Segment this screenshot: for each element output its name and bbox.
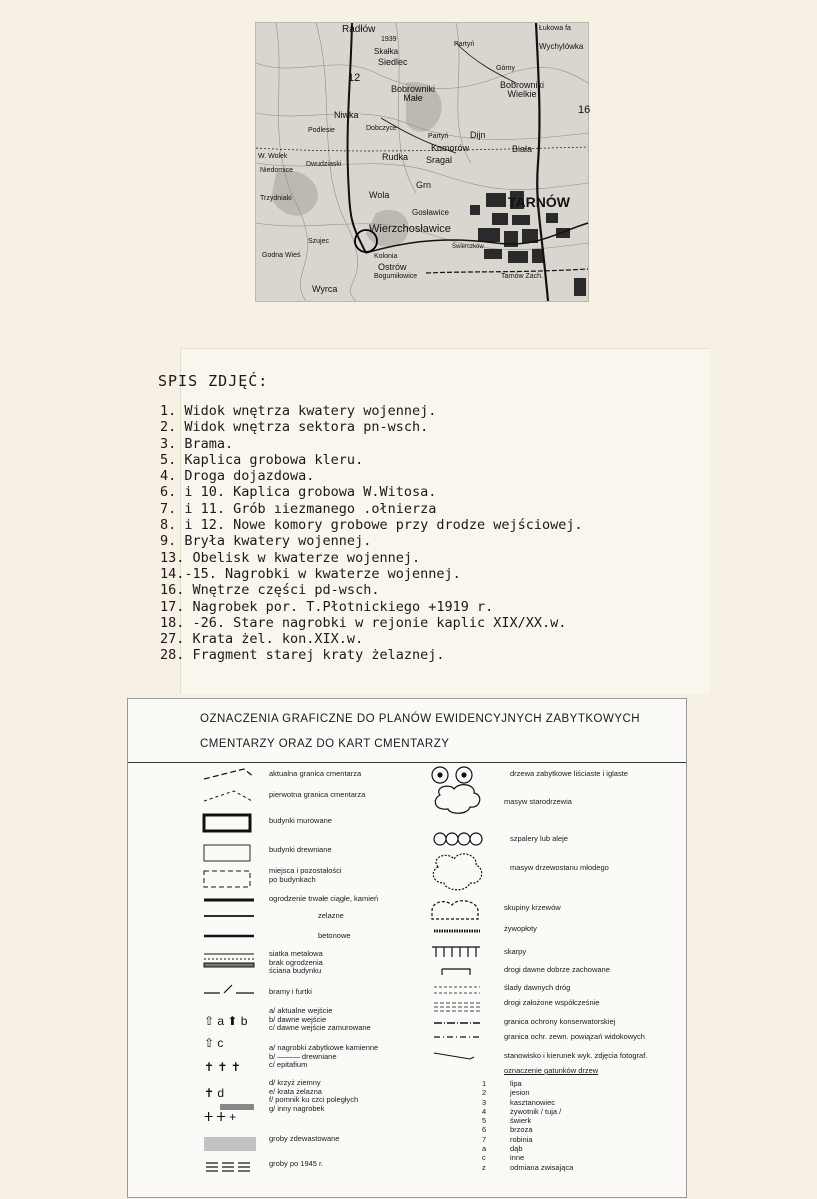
legend-item-label: a/ nagrobki zabytkowe kamienne b/ ——— drewniane c/ epitafium	[269, 1043, 379, 1070]
wooden-building-symbol	[204, 845, 250, 861]
species-row: 6 brzoza	[482, 1125, 533, 1135]
map-label: W. Wolek	[258, 153, 288, 160]
modern-road-symbol	[434, 1003, 480, 1011]
species-row: 3 kasztanowiec	[482, 1097, 556, 1107]
legend-item-label: betonowe	[318, 931, 351, 940]
map-label: Godna Wieś	[262, 252, 301, 259]
map-label: TARNÓW	[508, 194, 570, 210]
tomb-symbols: ✝ ✝ ✝	[204, 1060, 241, 1074]
legend-left-symbols	[200, 765, 260, 1185]
legend-item-label: drogi dawne dobrze zachowane	[504, 965, 610, 974]
legend-item-label: aktualna granica cmentarza	[269, 769, 362, 778]
gate-symbol	[204, 985, 254, 993]
list-item: 13. Obelisk w kwaterze wojennej.	[160, 549, 421, 566]
slope-symbol	[432, 947, 480, 957]
list-item: 16. Wnętrze części pd-wsch.	[160, 582, 380, 599]
legend-item-label: d/ krzyż ziemny e/ krata żelazna f/ pomnik ku czci poległych g/ inny nagrobek	[269, 1078, 359, 1113]
monument-symbols: ⵜ ⵜ +	[204, 1110, 237, 1124]
map-label: Grn	[416, 180, 432, 190]
legend-item-label: ślady dawnych dróg	[504, 983, 571, 992]
location-map	[255, 22, 589, 302]
map-label: Wola	[369, 190, 390, 200]
map-label: Partyń	[428, 133, 449, 140]
legend-item-label: masyw starodrzewia	[504, 797, 572, 806]
list-item: 9. Bryła kwatery wojennej.	[160, 533, 372, 550]
devastated-graves-symbol	[204, 1137, 256, 1151]
map-label: Rudka	[382, 152, 409, 162]
map-label: Ostrów	[378, 262, 407, 272]
map-label: Świerczków	[452, 244, 484, 250]
wall-symbol	[204, 963, 254, 967]
legend-item-label: żywopłoty	[504, 924, 537, 933]
species-title: oznaczenie gatunków drzew	[504, 1066, 599, 1075]
map-label: Niedomice	[260, 167, 294, 174]
legend-item-label: skarpy	[504, 947, 527, 956]
map-label: Radłów	[342, 24, 376, 35]
map-label: Dijn	[470, 130, 486, 140]
list-item: 2. Widok wnętrza sektora pn-wsch.	[160, 419, 429, 436]
legend-item-label: miejsca i pozostałości po budynkach	[269, 866, 342, 884]
masonry-building-symbol	[204, 815, 250, 831]
legend-item-label: groby zdewastowane	[269, 1134, 340, 1143]
legend-subtitle: CMENTARZY ORAZ DO KART CMENTARZY	[200, 738, 450, 750]
species-row: 4 żywotnik / tuja /	[482, 1106, 562, 1116]
map-label: 16	[578, 104, 591, 116]
map-label: Gosławice	[412, 208, 449, 217]
list-item: 8. i 12. Nowe komory grobowe przy drodze wejściowej.	[160, 517, 583, 534]
map-label: Siedlec	[378, 57, 408, 67]
former-boundary-symbol	[204, 791, 252, 801]
map-label: Bobrowniki Małe	[391, 84, 436, 103]
species-row: 5 świerk	[482, 1116, 532, 1126]
alley-symbol	[434, 833, 482, 845]
map-label: Podlesie	[308, 127, 335, 134]
map-label: Bogumiłowice	[374, 273, 418, 280]
map-label: Szujec	[308, 238, 330, 245]
map-label: Trzydniaki	[260, 195, 292, 202]
legend-item-label: ogrodzenie trwałe ciągłe, kamień	[269, 894, 379, 903]
list-item: 17. Nagrobek por. T.Płotnickiego +1919 r.	[160, 598, 494, 615]
list-item: 14.-15. Nagrobki w kwaterze wojennej.	[160, 565, 461, 582]
map-label: Wyrca	[312, 284, 338, 294]
legend-sheet	[127, 698, 687, 1198]
legend-item-label: drogi założone współcześnie	[504, 998, 600, 1007]
species-row: 2 jesion	[482, 1088, 530, 1098]
list-item: 27. Krata żel. kon.XIX.w.	[160, 631, 364, 648]
species-row: c inne	[482, 1153, 525, 1163]
species-list	[482, 1079, 573, 1172]
map-label: 12	[348, 72, 361, 84]
post1945-graves-symbol	[206, 1163, 250, 1171]
map-label: Górny	[496, 65, 516, 72]
legend-item-label: budynki drewniane	[269, 845, 332, 854]
list-item: 18. -26. Stare nagrobki w rejonie kaplic XIX/XX.w.	[160, 614, 567, 631]
species-row: 7 robinia	[482, 1134, 533, 1144]
map-label: Niwka	[334, 110, 359, 120]
legend-item-label: skupiny krzewów	[504, 903, 561, 912]
list-item: 6. i 10. Kaplica grobowa W.Witosa.	[160, 484, 437, 501]
map-label: Dwudziaski	[306, 161, 342, 168]
ruins-symbol	[204, 871, 250, 887]
list-item: 3. Brama.	[160, 435, 234, 452]
legend-item-label: szpalery lub aleje	[510, 834, 568, 843]
current-boundary-symbol	[204, 769, 254, 779]
road-traces-symbol	[434, 987, 480, 993]
map-label: Bobrowniki Wielkie	[500, 80, 545, 99]
legend-item-label: budynki murowane	[269, 816, 332, 825]
photo-list	[160, 403, 583, 664]
map-label: 1939	[381, 36, 397, 43]
legend-item-label: stanowisko i kierunek wyk. zdjęcia fotograf.	[504, 1051, 648, 1060]
list-item: 28. Fragment starej kraty żelaznej.	[160, 647, 445, 664]
list-item: 5. Kaplica grobowa kleru.	[160, 451, 364, 468]
young-trees-symbol	[433, 854, 481, 890]
old-trees-mass-symbol	[435, 785, 479, 814]
species-row: z odmiana zwisająca	[482, 1162, 574, 1172]
photo-position-symbol	[434, 1053, 474, 1059]
legend-title: OZNACZENIA GRAFICZNE DO PLANÓW EWIDENCYJNYCH ZABYTKOWYCH	[200, 713, 641, 725]
map-label: Dobczyce	[366, 125, 397, 132]
map-label: Partyń	[454, 41, 475, 48]
walled-entrance-symbol: ⇧ c	[204, 1036, 224, 1050]
entrance-symbols: ⇧ a ⬆ b	[204, 1014, 248, 1028]
map-label: Wychylówka	[539, 42, 584, 51]
legend-item-label: groby po 1945 r.	[269, 1159, 324, 1168]
legend-item-label: masyw drzewostanu młodego	[510, 863, 609, 872]
map-label: Wierzchosławice	[369, 223, 451, 235]
map-label: Tarnów Zach.	[501, 273, 544, 280]
legend-item-label: bramy i furtki	[269, 987, 312, 996]
list-item: 7. i 11. Grób ıiezmanego .ołnierza	[160, 500, 437, 517]
list-item: 1. Widok wnętrza kwatery wojennej.	[160, 403, 437, 419]
legend-item-label: siatka metalowa brak ogrodzenia ściana budynku	[269, 949, 323, 976]
legend-item-label: drzewa zabytkowe liściaste i iglaste	[510, 769, 628, 778]
map-label: Łukowa fa	[539, 25, 571, 32]
list-item: 4. Droga dojazdowa.	[160, 468, 315, 485]
map-label: Kolonia	[374, 253, 398, 260]
legend-item-label: pierwotna granica cmentarza	[269, 790, 366, 799]
legend-item-label: a/ aktualne wejście b/ dawne wejście c/ dawne wejście zamurowane	[269, 1006, 371, 1033]
map-label: Komorów	[431, 143, 470, 153]
species-row: 1 lipa	[482, 1079, 522, 1088]
shrubs-symbol	[432, 901, 478, 919]
photo-list-title: SPIS ZDJĘĆ:	[158, 372, 269, 390]
map-label: Sragal	[426, 155, 453, 165]
legend-item-label: granica ochr. zewn. powiązań widokowych	[504, 1032, 645, 1041]
old-road-symbol	[442, 969, 470, 975]
legend-item-label: granica ochrony konserwatorskiej	[504, 1017, 616, 1026]
cross-symbol: ✝ d	[204, 1086, 225, 1100]
legend-right-symbols	[428, 761, 500, 1073]
species-row: a dąb	[482, 1144, 523, 1154]
legend-item-label: zelazne	[318, 911, 344, 920]
map-label: Skałka	[374, 47, 399, 56]
map-label: Biała	[512, 144, 533, 154]
legend-divider	[128, 762, 686, 763]
